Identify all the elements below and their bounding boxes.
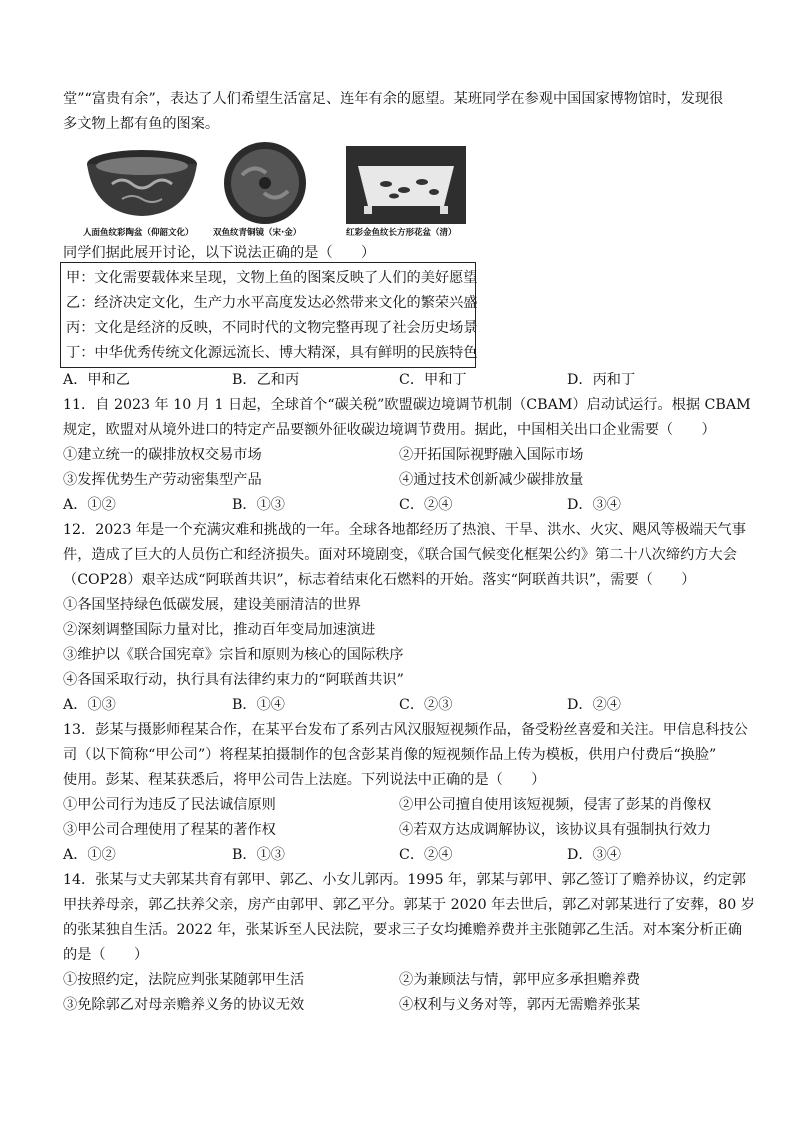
- q13-option-d: D．③④: [567, 847, 621, 863]
- q11-option-d: D．③④: [567, 497, 621, 513]
- q12-item-4: ④各国采取行动，执行具有法律约束力的“阿联酋共识”: [63, 672, 404, 688]
- q10-statement-yi: 乙：经济决定文化，生产力水平高度发达必然带来文化的繁荣兴盛: [66, 295, 478, 311]
- q13-item-3: ③甲公司合理使用了程某的著作权: [63, 822, 276, 838]
- q12-item-2: ②深刻调整国际力量对比，推动百年变局加速演进: [63, 622, 376, 638]
- q10-option-c: C．甲和丁: [399, 372, 467, 388]
- q10-statement-box: [60, 262, 476, 368]
- flowerpot-image: [346, 146, 466, 224]
- q10-option-a: A．甲和乙: [63, 372, 130, 388]
- q13-option-c: C．②④: [399, 847, 453, 863]
- q13-option-a: A．①②: [63, 847, 116, 863]
- q14-item-3: ③免除郭乙对母亲赡养义务的协议无效: [63, 997, 305, 1013]
- q10-statement-ding: 丁：中华优秀传统文化源远流长、博大精深，具有鲜明的民族特色: [66, 345, 478, 361]
- q11-stem-line-1: 11．自 2023 年 10 月 1 日起，全球首个“碳关税”欧盟碳边境调节机制（CBAM）启动试运行。根据 CBAM: [63, 397, 751, 413]
- q10-statement-jia: 甲：文化需要载体来呈现，文物上鱼的图案反映了人们的美好愿望: [66, 270, 478, 286]
- q13-item-4: ④若双方达成调解协议，该协议具有强制执行效力: [399, 822, 712, 838]
- q11-option-b: B．①③: [232, 497, 285, 513]
- q11-option-c: C．②④: [399, 497, 453, 513]
- q12-item-1: ①各国坚持绿色低碳发展，建设美丽清洁的世界: [63, 597, 361, 613]
- q14-stem-line-1: 14．张某与丈夫郭某共育有郭甲、郭乙、小女儿郭丙。1995 年，郭某与郭甲、郭乙签订了赡养协议，约定郭: [63, 872, 746, 888]
- bronze-mirror-image: [222, 140, 308, 226]
- pottery-basin-image: [82, 144, 202, 224]
- q12-stem-line-1: 12．2023 年是一个充满灾难和挑战的一年。全球各地都经历了热浪、干旱、洪水、火灾、飓风等极端天气事: [63, 522, 746, 538]
- q14-stem-line-4: 的是（ ）: [63, 947, 149, 963]
- q11-item-4: ④通过技术创新减少碳排放量: [399, 472, 584, 488]
- figure-caption-2: 双鱼纹青铜镜（宋·金）: [213, 228, 302, 238]
- q11-item-1: ①建立统一的碳排放权交易市场: [63, 447, 262, 463]
- q11-option-a: A．①②: [63, 497, 116, 513]
- q12-option-c: C．②③: [399, 697, 453, 713]
- q14-item-2: ②为兼顾法与情，郭甲应多承担赡养费: [399, 972, 641, 988]
- figure-caption-3: 红彩金鱼纹长方形花盆（清）: [346, 228, 457, 238]
- q13-stem-line-1: 13．彭某与摄影师程某合作，在某平台发布了系列古风汉服短视频作品，备受粉丝喜爱和关注。甲信息科技公: [63, 722, 748, 738]
- q12-item-3: ③维护以《联合国宪章》宗旨和原则为核心的国际秩序: [63, 647, 404, 663]
- q10-stem: 同学们据此展开讨论，以下说法正确的是（ ）: [63, 245, 376, 261]
- q12-option-a: A．①③: [63, 697, 116, 713]
- intro-line-1: 堂”“富贵有余”，表达了人们希望生活富足、连年有余的愿望。某班同学在参观中国国家博物馆时，发现很: [63, 91, 724, 107]
- q12-option-b: B．①④: [232, 697, 285, 713]
- q10-option-b: B．乙和丙: [232, 372, 300, 388]
- q11-stem-line-2: 规定，欧盟对从境外进口的特定产品要额外征收碳边境调节费用。据此，中国相关出口企业需要（ ）: [63, 422, 716, 438]
- q14-item-4: ④权利与义务对等，郭丙无需赡养张某: [399, 997, 641, 1013]
- q14-stem-line-3: 的张某独自生活。2022 年，张某诉至人民法院，要求三子女均摊赡养费并主张随郭乙生活。对本案分析正确: [63, 922, 743, 938]
- q10-option-d: D．丙和丁: [567, 372, 636, 388]
- q14-stem-line-2: 甲扶养母亲，郭乙扶养父亲，房产由郭甲、郭乙平分。郭某于 2020 年去世后，郭乙对郭某进行了安葬，80 岁: [63, 897, 755, 913]
- q13-option-b: B．①③: [232, 847, 285, 863]
- q12-stem-line-3: （COP28）艰辛达成“阿联酋共识”，标志着结束化石燃料的开始。落实“阿联酋共识”，需要（ ）: [63, 572, 696, 588]
- q13-stem-line-3: 使用。彭某、程某获悉后，将甲公司告上法庭。下列说法中正确的是（ ）: [63, 772, 546, 788]
- q11-item-2: ②开拓国际视野融入国际市场: [399, 447, 584, 463]
- q12-option-d: D．②④: [567, 697, 621, 713]
- figure-caption-1: 人面鱼纹彩陶盆（仰韶文化）: [83, 228, 194, 238]
- q13-stem-line-2: 司（以下简称“甲公司”）将程某拍摄制作的包含彭某肖像的短视频作品上传为模板，供用户付费后“换脸”: [63, 747, 717, 763]
- intro-line-2: 多文物上都有鱼的图案。: [63, 116, 220, 132]
- q10-statement-bing: 丙：文化是经济的反映，不同时代的文物完整再现了社会历史场景: [66, 320, 478, 336]
- q14-item-1: ①按照约定，法院应判张某随郭甲生活: [63, 972, 305, 988]
- q11-item-3: ③发挥优势生产劳动密集型产品: [63, 472, 262, 488]
- q12-stem-line-2: 件，造成了巨大的人员伤亡和经济损失。面对环境剧变，《联合国气候变化框架公约》第二十八次缔约方大会: [63, 547, 737, 563]
- q13-item-2: ②甲公司擅自使用该短视频，侵害了彭某的肖像权: [399, 797, 712, 813]
- q13-item-1: ①甲公司行为违反了民法诚信原则: [63, 797, 276, 813]
